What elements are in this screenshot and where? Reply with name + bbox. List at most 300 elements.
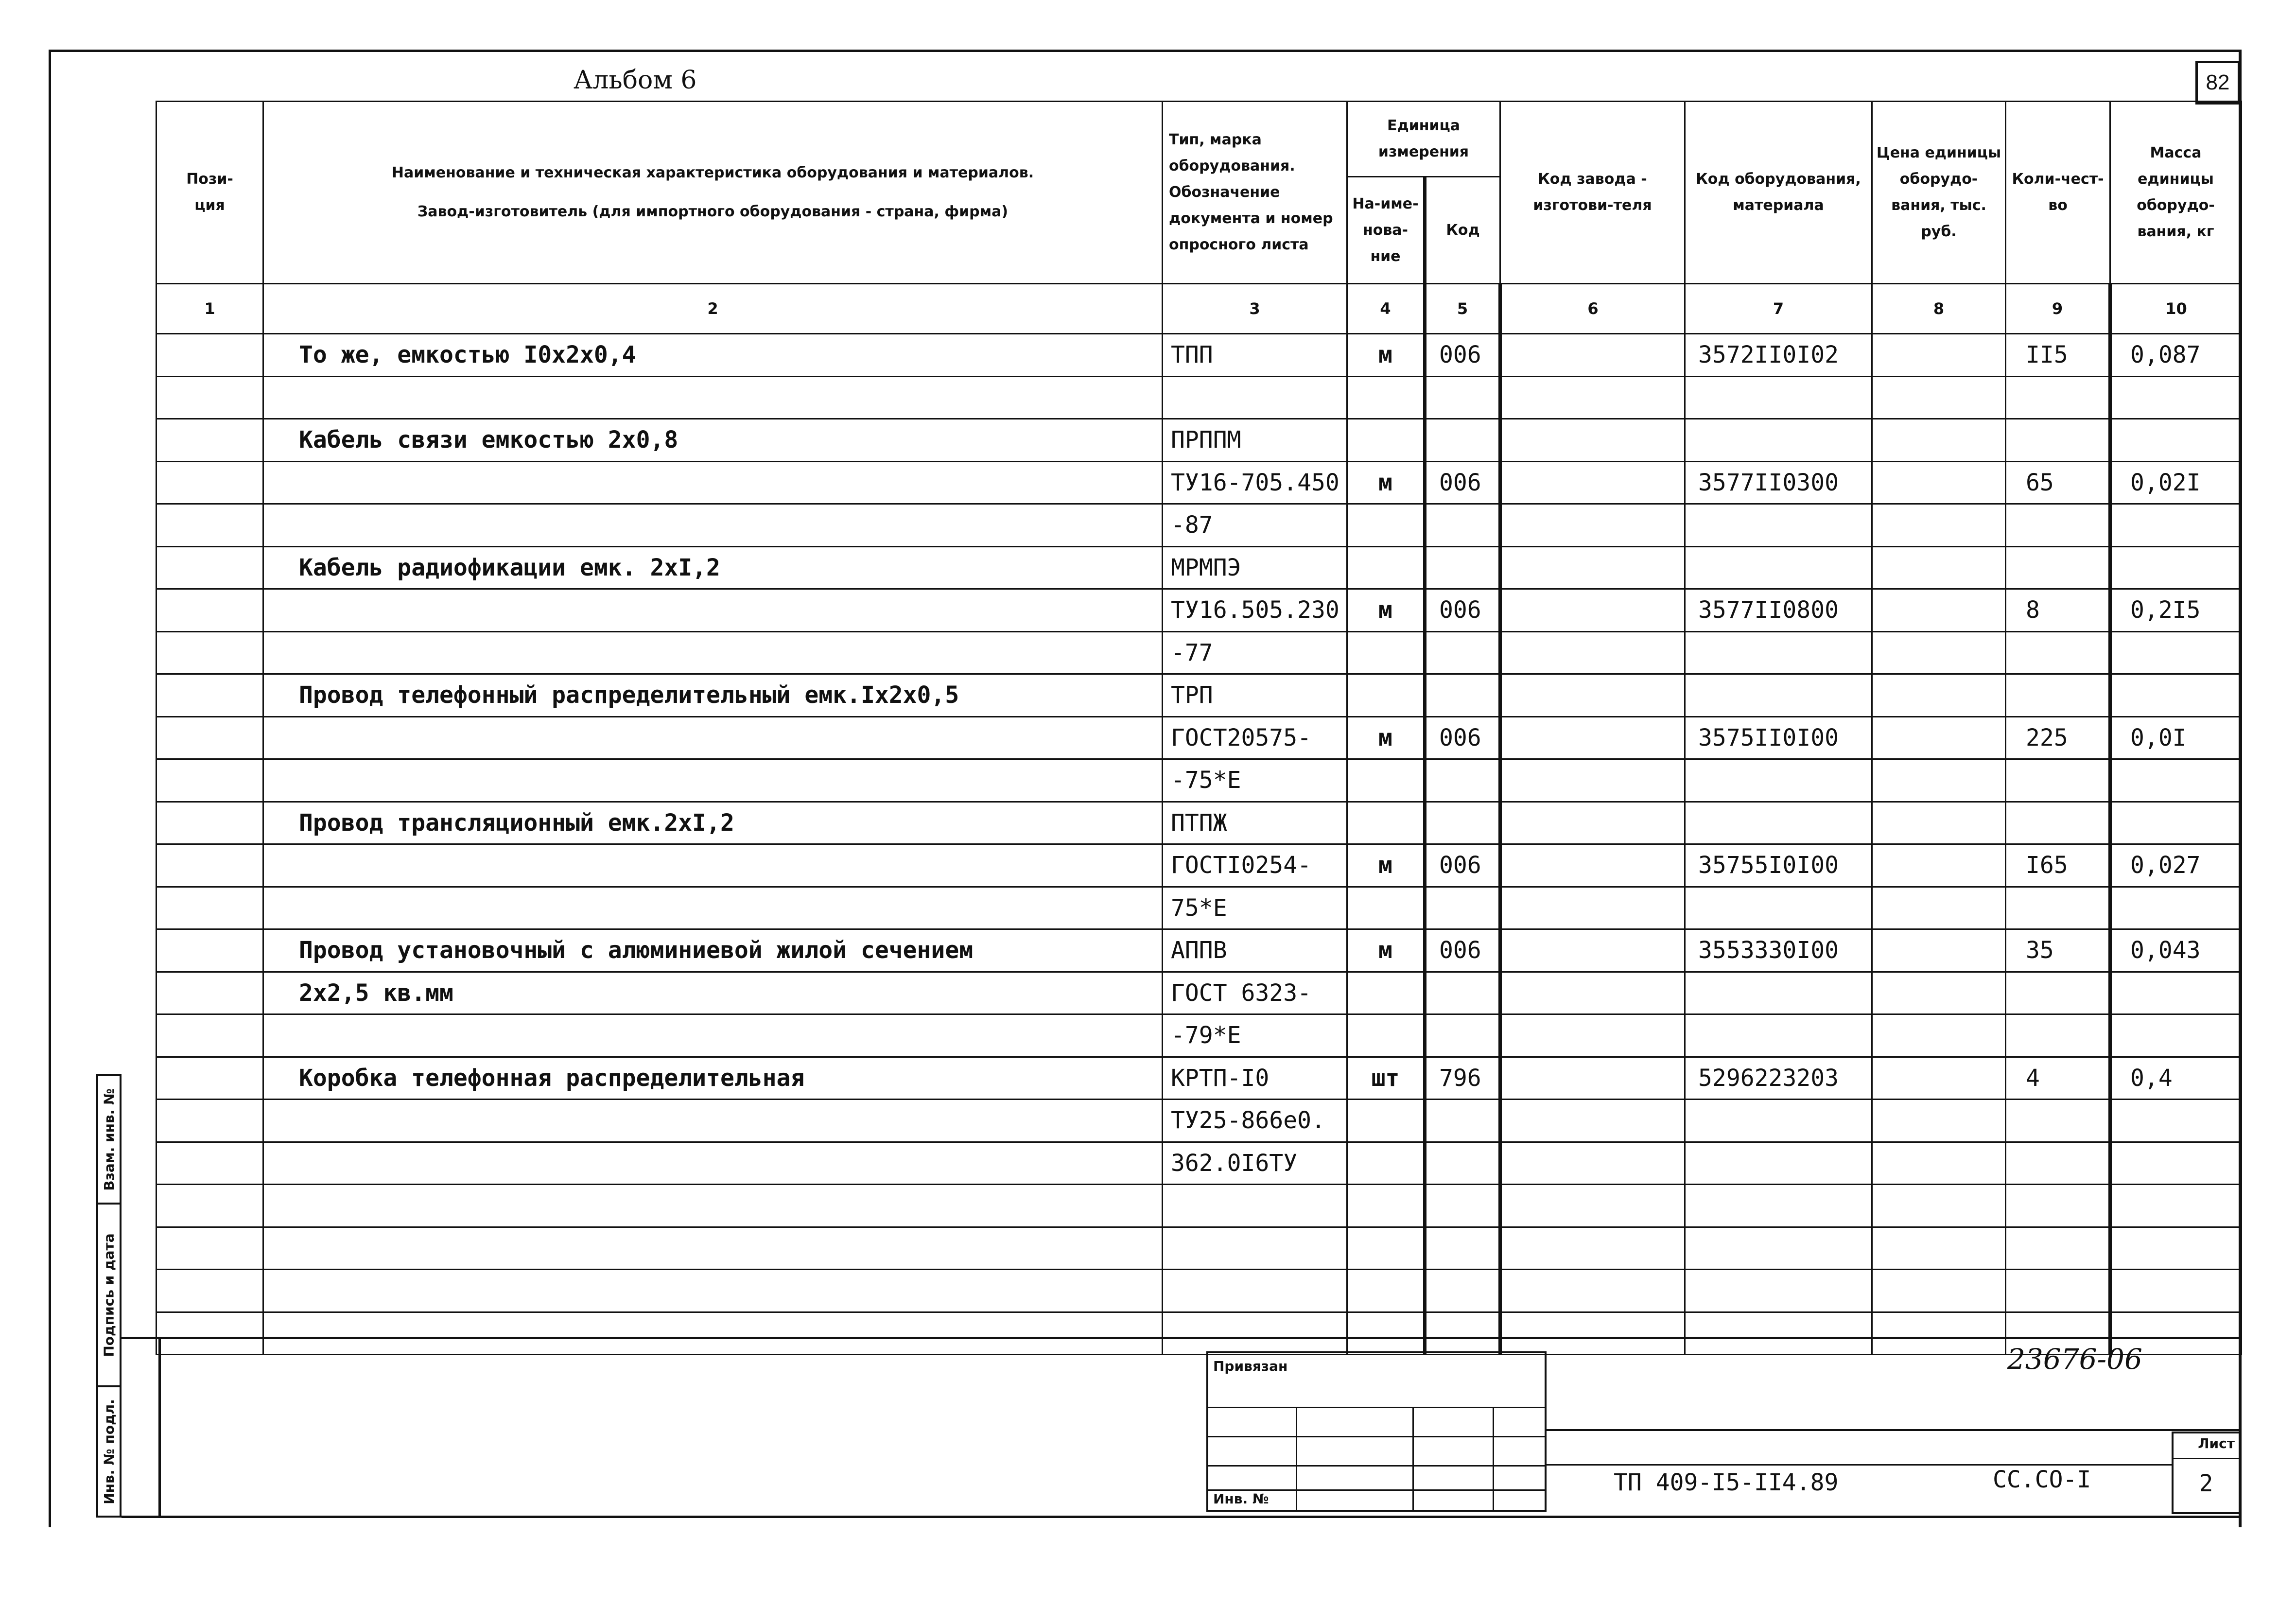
cell-c9 <box>2006 1270 2110 1312</box>
cell-c8 <box>1872 1142 2006 1185</box>
cell-c2: Коробка телефонная распределительная <box>263 1057 1163 1100</box>
cell-c3: АППВ <box>1163 929 1347 972</box>
cell-c6 <box>1500 504 1685 547</box>
cell-c9: 8 <box>2006 589 2110 632</box>
table-row <box>157 716 2242 759</box>
cell-c6 <box>1500 1014 1685 1057</box>
cell-c3 <box>1163 1270 1347 1312</box>
cell-c1 <box>157 929 263 972</box>
cell-c8 <box>1872 674 2006 717</box>
cell-c6 <box>1500 1312 1685 1355</box>
cell-c2 <box>263 844 1163 887</box>
table-row <box>157 631 2242 674</box>
stamp-vzam-label: Взам. инв. № <box>101 1088 117 1191</box>
cell-c10 <box>2110 887 2242 929</box>
cell-c3: 75*Е <box>1163 887 1347 929</box>
cell-c7: 3577II0300 <box>1685 461 1872 504</box>
cell-c7: 3577II0800 <box>1685 589 1872 632</box>
table-row <box>157 1014 2242 1057</box>
cell-c7 <box>1685 1100 1872 1142</box>
table-row <box>157 887 2242 929</box>
cell-c10 <box>2110 802 2242 844</box>
cell-c10 <box>2110 1142 2242 1185</box>
cell-c5 <box>1425 802 1500 844</box>
col-header-1: Пози- ция <box>157 102 263 284</box>
cell-c3: КРТП-I0 <box>1163 1057 1347 1100</box>
col-header-7: Код оборудования, материала <box>1685 102 1872 284</box>
col-header-5: Код <box>1425 177 1500 284</box>
cell-c4 <box>1347 419 1425 462</box>
cell-c4 <box>1347 631 1425 674</box>
table-row <box>157 844 2242 887</box>
cell-c2: Провод трансляционный емк.2xI,2 <box>263 802 1163 844</box>
specification-body <box>157 334 2242 1355</box>
table-row <box>157 376 2242 419</box>
cell-c10: 0,043 <box>2110 929 2242 972</box>
cell-c4 <box>1347 887 1425 929</box>
cell-c9: 65 <box>2006 461 2110 504</box>
cell-c6 <box>1500 334 1685 377</box>
cell-c8 <box>1872 1057 2006 1100</box>
approved-block <box>1206 1351 1547 1512</box>
table-row <box>157 972 2242 1014</box>
cell-c6 <box>1500 1185 1685 1227</box>
col-num-7: 7 <box>1685 284 1872 334</box>
handwritten-number: 23676-06 <box>2007 1343 2142 1376</box>
column-numbers-row <box>157 284 2242 334</box>
cell-c5 <box>1425 1270 1500 1312</box>
cell-c6 <box>1500 631 1685 674</box>
cell-c8 <box>1872 716 2006 759</box>
cell-c8 <box>1872 887 2006 929</box>
cell-c10: 0,0I <box>2110 716 2242 759</box>
cell-c6 <box>1500 716 1685 759</box>
cell-c10 <box>2110 504 2242 547</box>
cell-c3: ПТПЖ <box>1163 802 1347 844</box>
cell-c8 <box>1872 1227 2006 1270</box>
cell-c8 <box>1872 461 2006 504</box>
side-stamp <box>96 1074 122 1518</box>
col-header-4: На-име-нова-ние <box>1347 177 1425 284</box>
cell-c7 <box>1685 1142 1872 1185</box>
cell-c3: ГОСТ 6323- <box>1163 972 1347 1014</box>
cell-c5 <box>1425 1227 1500 1270</box>
cell-c6 <box>1500 1057 1685 1100</box>
table-row <box>157 802 2242 844</box>
cell-c3 <box>1163 1312 1347 1355</box>
cell-c8 <box>1872 1312 2006 1355</box>
cell-c3: ПРППМ <box>1163 419 1347 462</box>
cell-c8 <box>1872 929 2006 972</box>
cell-c3 <box>1163 376 1347 419</box>
cell-c9 <box>2006 631 2110 674</box>
cell-c9 <box>2006 419 2110 462</box>
cell-c6 <box>1500 461 1685 504</box>
cell-c3 <box>1163 1185 1347 1227</box>
cell-c7 <box>1685 631 1872 674</box>
cell-c8 <box>1872 972 2006 1014</box>
cell-c6 <box>1500 972 1685 1014</box>
cell-c7 <box>1685 887 1872 929</box>
cell-c2 <box>263 1100 1163 1142</box>
cell-c9 <box>2006 1014 2110 1057</box>
cell-c3: ГОСТI0254- <box>1163 844 1347 887</box>
doc-line-2 <box>1547 1464 2174 1466</box>
cell-c9: 4 <box>2006 1057 2110 1100</box>
cell-c2 <box>263 887 1163 929</box>
cell-c9 <box>2006 1100 2110 1142</box>
cell-c9 <box>2006 1227 2110 1270</box>
cell-c6 <box>1500 887 1685 929</box>
cell-c5: 796 <box>1425 1057 1500 1100</box>
col-num-9: 9 <box>2006 284 2110 334</box>
cell-c8 <box>1872 802 2006 844</box>
cell-c5 <box>1425 504 1500 547</box>
cell-c5 <box>1425 674 1500 717</box>
cell-c8 <box>1872 631 2006 674</box>
title-block-top-line <box>122 1337 2241 1339</box>
cell-c1 <box>157 1014 263 1057</box>
cell-c5 <box>1425 546 1500 589</box>
approved-label: Привязан <box>1213 1358 1288 1374</box>
cell-c4: м <box>1347 844 1425 887</box>
cell-c1 <box>157 334 263 377</box>
cell-c8 <box>1872 844 2006 887</box>
cell-c2: То же, емкостью I0x2x0,4 <box>263 334 1163 377</box>
table-row <box>157 1100 2242 1142</box>
cell-c1 <box>157 802 263 844</box>
cell-c5: 006 <box>1425 929 1500 972</box>
table-row <box>157 334 2242 377</box>
cell-c1 <box>157 716 263 759</box>
cell-c4: м <box>1347 929 1425 972</box>
cell-c3: ТРП <box>1163 674 1347 717</box>
cell-c2 <box>263 716 1163 759</box>
sheet-box-divider <box>2174 1458 2239 1459</box>
cell-c1 <box>157 546 263 589</box>
cell-c10 <box>2110 1227 2242 1270</box>
cell-c1 <box>157 504 263 547</box>
cell-c10 <box>2110 1014 2242 1057</box>
cell-c9 <box>2006 802 2110 844</box>
cell-c10 <box>2110 419 2242 462</box>
cell-c5: 006 <box>1425 334 1500 377</box>
cell-c2 <box>263 1185 1163 1227</box>
cell-c2 <box>263 461 1163 504</box>
cell-c7 <box>1685 1312 1872 1355</box>
stamp-vzam <box>96 1074 122 1205</box>
cell-c4 <box>1347 759 1425 802</box>
cell-c7 <box>1685 546 1872 589</box>
cell-c10 <box>2110 376 2242 419</box>
cell-c3: -77 <box>1163 631 1347 674</box>
table-row <box>157 1185 2242 1227</box>
col-header-8: Цена единицы оборудо-вания, тыс. руб. <box>1872 102 2006 284</box>
cell-c2 <box>263 504 1163 547</box>
cell-c1 <box>157 1142 263 1185</box>
approved-vline-1 <box>1296 1407 1297 1510</box>
header-row <box>157 102 2242 177</box>
cell-c3: ГОСТ20575- <box>1163 716 1347 759</box>
cell-c7: 5296223203 <box>1685 1057 1872 1100</box>
cell-c6 <box>1500 376 1685 419</box>
cell-c5 <box>1425 1312 1500 1355</box>
cell-c1 <box>157 887 263 929</box>
cell-c10 <box>2110 1185 2242 1227</box>
cell-c4 <box>1347 802 1425 844</box>
approved-vline-2 <box>1412 1407 1414 1510</box>
cell-c1 <box>157 461 263 504</box>
cell-c6 <box>1500 802 1685 844</box>
cell-c9: 35 <box>2006 929 2110 972</box>
cell-c10 <box>2110 674 2242 717</box>
cell-c7 <box>1685 504 1872 547</box>
cell-c10: 0,087 <box>2110 334 2242 377</box>
cell-c9: 225 <box>2006 716 2110 759</box>
cell-c5 <box>1425 887 1500 929</box>
stamp-inv-label: Инв. № подл. <box>101 1398 117 1504</box>
cell-c4 <box>1347 972 1425 1014</box>
table-row <box>157 1142 2242 1185</box>
cell-c2 <box>263 589 1163 632</box>
cell-c10: 0,2I5 <box>2110 589 2242 632</box>
table-row <box>157 674 2242 717</box>
cell-c5 <box>1425 972 1500 1014</box>
table-row <box>157 504 2242 547</box>
cell-c1 <box>157 1270 263 1312</box>
cell-c6 <box>1500 1100 1685 1142</box>
cell-c8 <box>1872 334 2006 377</box>
cell-c10: 0,4 <box>2110 1057 2242 1100</box>
col-header-6: Код завода - изготови-теля <box>1500 102 1685 284</box>
cell-c2: Кабель радиофикации емк. 2xI,2 <box>263 546 1163 589</box>
table-row <box>157 929 2242 972</box>
cell-c5: 006 <box>1425 716 1500 759</box>
cell-c9 <box>2006 376 2110 419</box>
cell-c7: 3572II0I02 <box>1685 334 1872 377</box>
cell-c8 <box>1872 1270 2006 1312</box>
approved-hline-3 <box>1208 1465 1545 1467</box>
cell-c1 <box>157 589 263 632</box>
cell-c2: Кабель связи емкостью 2x0,8 <box>263 419 1163 462</box>
cell-c4 <box>1347 1185 1425 1227</box>
doc-line <box>1547 1429 2241 1431</box>
col-num-8: 8 <box>1872 284 2006 334</box>
cell-c1 <box>157 1227 263 1270</box>
sheet-code: СС.СО-I <box>1993 1466 2091 1493</box>
cell-c1 <box>157 674 263 717</box>
cell-c1 <box>157 631 263 674</box>
cell-c6 <box>1500 1227 1685 1270</box>
cell-c4 <box>1347 1312 1425 1355</box>
col-header-9: Коли-чест-во <box>2006 102 2110 284</box>
cell-c5: 006 <box>1425 844 1500 887</box>
cell-c3: -75*Е <box>1163 759 1347 802</box>
col-num-2: 2 <box>263 284 1163 334</box>
cell-c5: 006 <box>1425 461 1500 504</box>
cell-c9 <box>2006 504 2110 547</box>
cell-c2 <box>263 631 1163 674</box>
page-number: 82 <box>2195 61 2240 105</box>
cell-c3 <box>1163 1227 1347 1270</box>
unit-group-header: Единица измерения <box>1347 102 1500 177</box>
sheet-box <box>2172 1432 2241 1514</box>
cell-c4 <box>1347 1142 1425 1185</box>
cell-c7 <box>1685 802 1872 844</box>
cell-c4 <box>1347 546 1425 589</box>
cell-c4 <box>1347 1100 1425 1142</box>
cell-c7 <box>1685 674 1872 717</box>
cell-c10: 0,02I <box>2110 461 2242 504</box>
cell-c9 <box>2006 887 2110 929</box>
cell-c1 <box>157 1312 263 1355</box>
sheet-value: 2 <box>2199 1470 2213 1497</box>
table-row <box>157 589 2242 632</box>
cell-c9 <box>2006 759 2110 802</box>
cell-c1 <box>157 972 263 1014</box>
cell-c4 <box>1347 504 1425 547</box>
cell-c5 <box>1425 1014 1500 1057</box>
cell-c4: м <box>1347 716 1425 759</box>
cell-c4 <box>1347 376 1425 419</box>
cell-c2 <box>263 759 1163 802</box>
cell-c7 <box>1685 1014 1872 1057</box>
cell-c3: ТУ16-705.450 <box>1163 461 1347 504</box>
cell-c2: Провод установочный с алюминиевой жилой сечением <box>263 929 1163 972</box>
cell-c6 <box>1500 674 1685 717</box>
col-header-3: Тип, марка оборудования. Обозначение документа и номер опросного листа <box>1163 102 1347 284</box>
approved-hline-2 <box>1208 1436 1545 1437</box>
cell-c3: 362.0I6ТУ <box>1163 1142 1347 1185</box>
cell-c4 <box>1347 1227 1425 1270</box>
cell-c3: ТПП <box>1163 334 1347 377</box>
cell-c7: 3553330I00 <box>1685 929 1872 972</box>
album-title: Альбом 6 <box>574 66 697 95</box>
cell-c4 <box>1347 1270 1425 1312</box>
col-num-4: 4 <box>1347 284 1425 334</box>
cell-c10: 0,027 <box>2110 844 2242 887</box>
cell-c5 <box>1425 1185 1500 1227</box>
table-row <box>157 1227 2242 1270</box>
cell-c7 <box>1685 759 1872 802</box>
sheet-label: Лист <box>2198 1435 2235 1451</box>
cell-c6 <box>1500 1270 1685 1312</box>
cell-c10 <box>2110 546 2242 589</box>
table-row <box>157 1270 2242 1312</box>
cell-c10 <box>2110 759 2242 802</box>
cell-c1 <box>157 1185 263 1227</box>
cell-c9 <box>2006 546 2110 589</box>
cell-c4: м <box>1347 334 1425 377</box>
cell-c8 <box>1872 546 2006 589</box>
cell-c9: II5 <box>2006 334 2110 377</box>
cell-c2 <box>263 1312 1163 1355</box>
cell-c7 <box>1685 1227 1872 1270</box>
cell-c7: 3575II0I00 <box>1685 716 1872 759</box>
cell-c9 <box>2006 674 2110 717</box>
cell-c3: ТУ16.505.230 <box>1163 589 1347 632</box>
cell-c1 <box>157 419 263 462</box>
cell-c1 <box>157 376 263 419</box>
cell-c8 <box>1872 504 2006 547</box>
cell-c5 <box>1425 376 1500 419</box>
cell-c3: -87 <box>1163 504 1347 547</box>
cell-c4: м <box>1347 589 1425 632</box>
cell-c5 <box>1425 419 1500 462</box>
table-row <box>157 1312 2242 1355</box>
specification-table <box>156 101 2242 1355</box>
cell-c7 <box>1685 419 1872 462</box>
cell-c8 <box>1872 759 2006 802</box>
cell-c10 <box>2110 1100 2242 1142</box>
col-num-3: 3 <box>1163 284 1347 334</box>
cell-c8 <box>1872 1185 2006 1227</box>
cell-c5 <box>1425 1100 1500 1142</box>
cell-c1 <box>157 1100 263 1142</box>
col-num-6: 6 <box>1500 284 1685 334</box>
cell-c7 <box>1685 972 1872 1014</box>
cell-c10 <box>2110 972 2242 1014</box>
doc-code: ТП 409-I5-II4.89 <box>1614 1469 1839 1496</box>
col-header-10: Масса единицы оборудо-вания, кг <box>2110 102 2242 284</box>
cell-c6 <box>1500 546 1685 589</box>
cell-c2 <box>263 376 1163 419</box>
cell-c8 <box>1872 376 2006 419</box>
cell-c1 <box>157 759 263 802</box>
cell-c2 <box>263 1014 1163 1057</box>
cell-c7 <box>1685 1185 1872 1227</box>
cell-c6 <box>1500 589 1685 632</box>
stamp-podpis-label: Подпись и дата <box>101 1233 117 1357</box>
cell-c2 <box>263 1142 1163 1185</box>
cell-c5 <box>1425 759 1500 802</box>
cell-c8 <box>1872 1100 2006 1142</box>
cell-c9 <box>2006 1185 2110 1227</box>
col-num-5: 5 <box>1425 284 1500 334</box>
cell-c2: Провод телефонный распределительный емк.Ix2x0,5 <box>263 674 1163 717</box>
cell-c6 <box>1500 419 1685 462</box>
title-block-bottom-line <box>122 1516 2241 1518</box>
cell-c2 <box>263 1227 1163 1270</box>
cell-c1 <box>157 1057 263 1100</box>
table-row <box>157 419 2242 462</box>
cell-c2: 2x2,5 кв.мм <box>263 972 1163 1014</box>
inv-label: Инв. № <box>1213 1491 1269 1507</box>
cell-c8 <box>1872 589 2006 632</box>
cell-c6 <box>1500 759 1685 802</box>
table-row <box>157 1057 2242 1100</box>
stamp-inv <box>96 1385 122 1518</box>
table-row <box>157 759 2242 802</box>
cell-c5 <box>1425 1142 1500 1185</box>
cell-c8 <box>1872 419 2006 462</box>
cell-c4: шт <box>1347 1057 1425 1100</box>
cell-c9 <box>2006 1142 2110 1185</box>
cell-c5: 006 <box>1425 589 1500 632</box>
cell-c9: I65 <box>2006 844 2110 887</box>
cell-c4 <box>1347 674 1425 717</box>
table-row <box>157 546 2242 589</box>
cell-c4: м <box>1347 461 1425 504</box>
cell-c3: МРМПЭ <box>1163 546 1347 589</box>
stamp-podpis <box>96 1203 122 1387</box>
approved-hline-1 <box>1208 1407 1545 1408</box>
title-block-left-line <box>158 1337 161 1518</box>
cell-c7 <box>1685 376 1872 419</box>
cell-c1 <box>157 844 263 887</box>
col-header-2: Наименование и техническая характеристика оборудования и материалов. Завод-изготовитель (для импортного оборудования - страна, фирма) <box>263 102 1163 284</box>
col-num-1: 1 <box>157 284 263 334</box>
